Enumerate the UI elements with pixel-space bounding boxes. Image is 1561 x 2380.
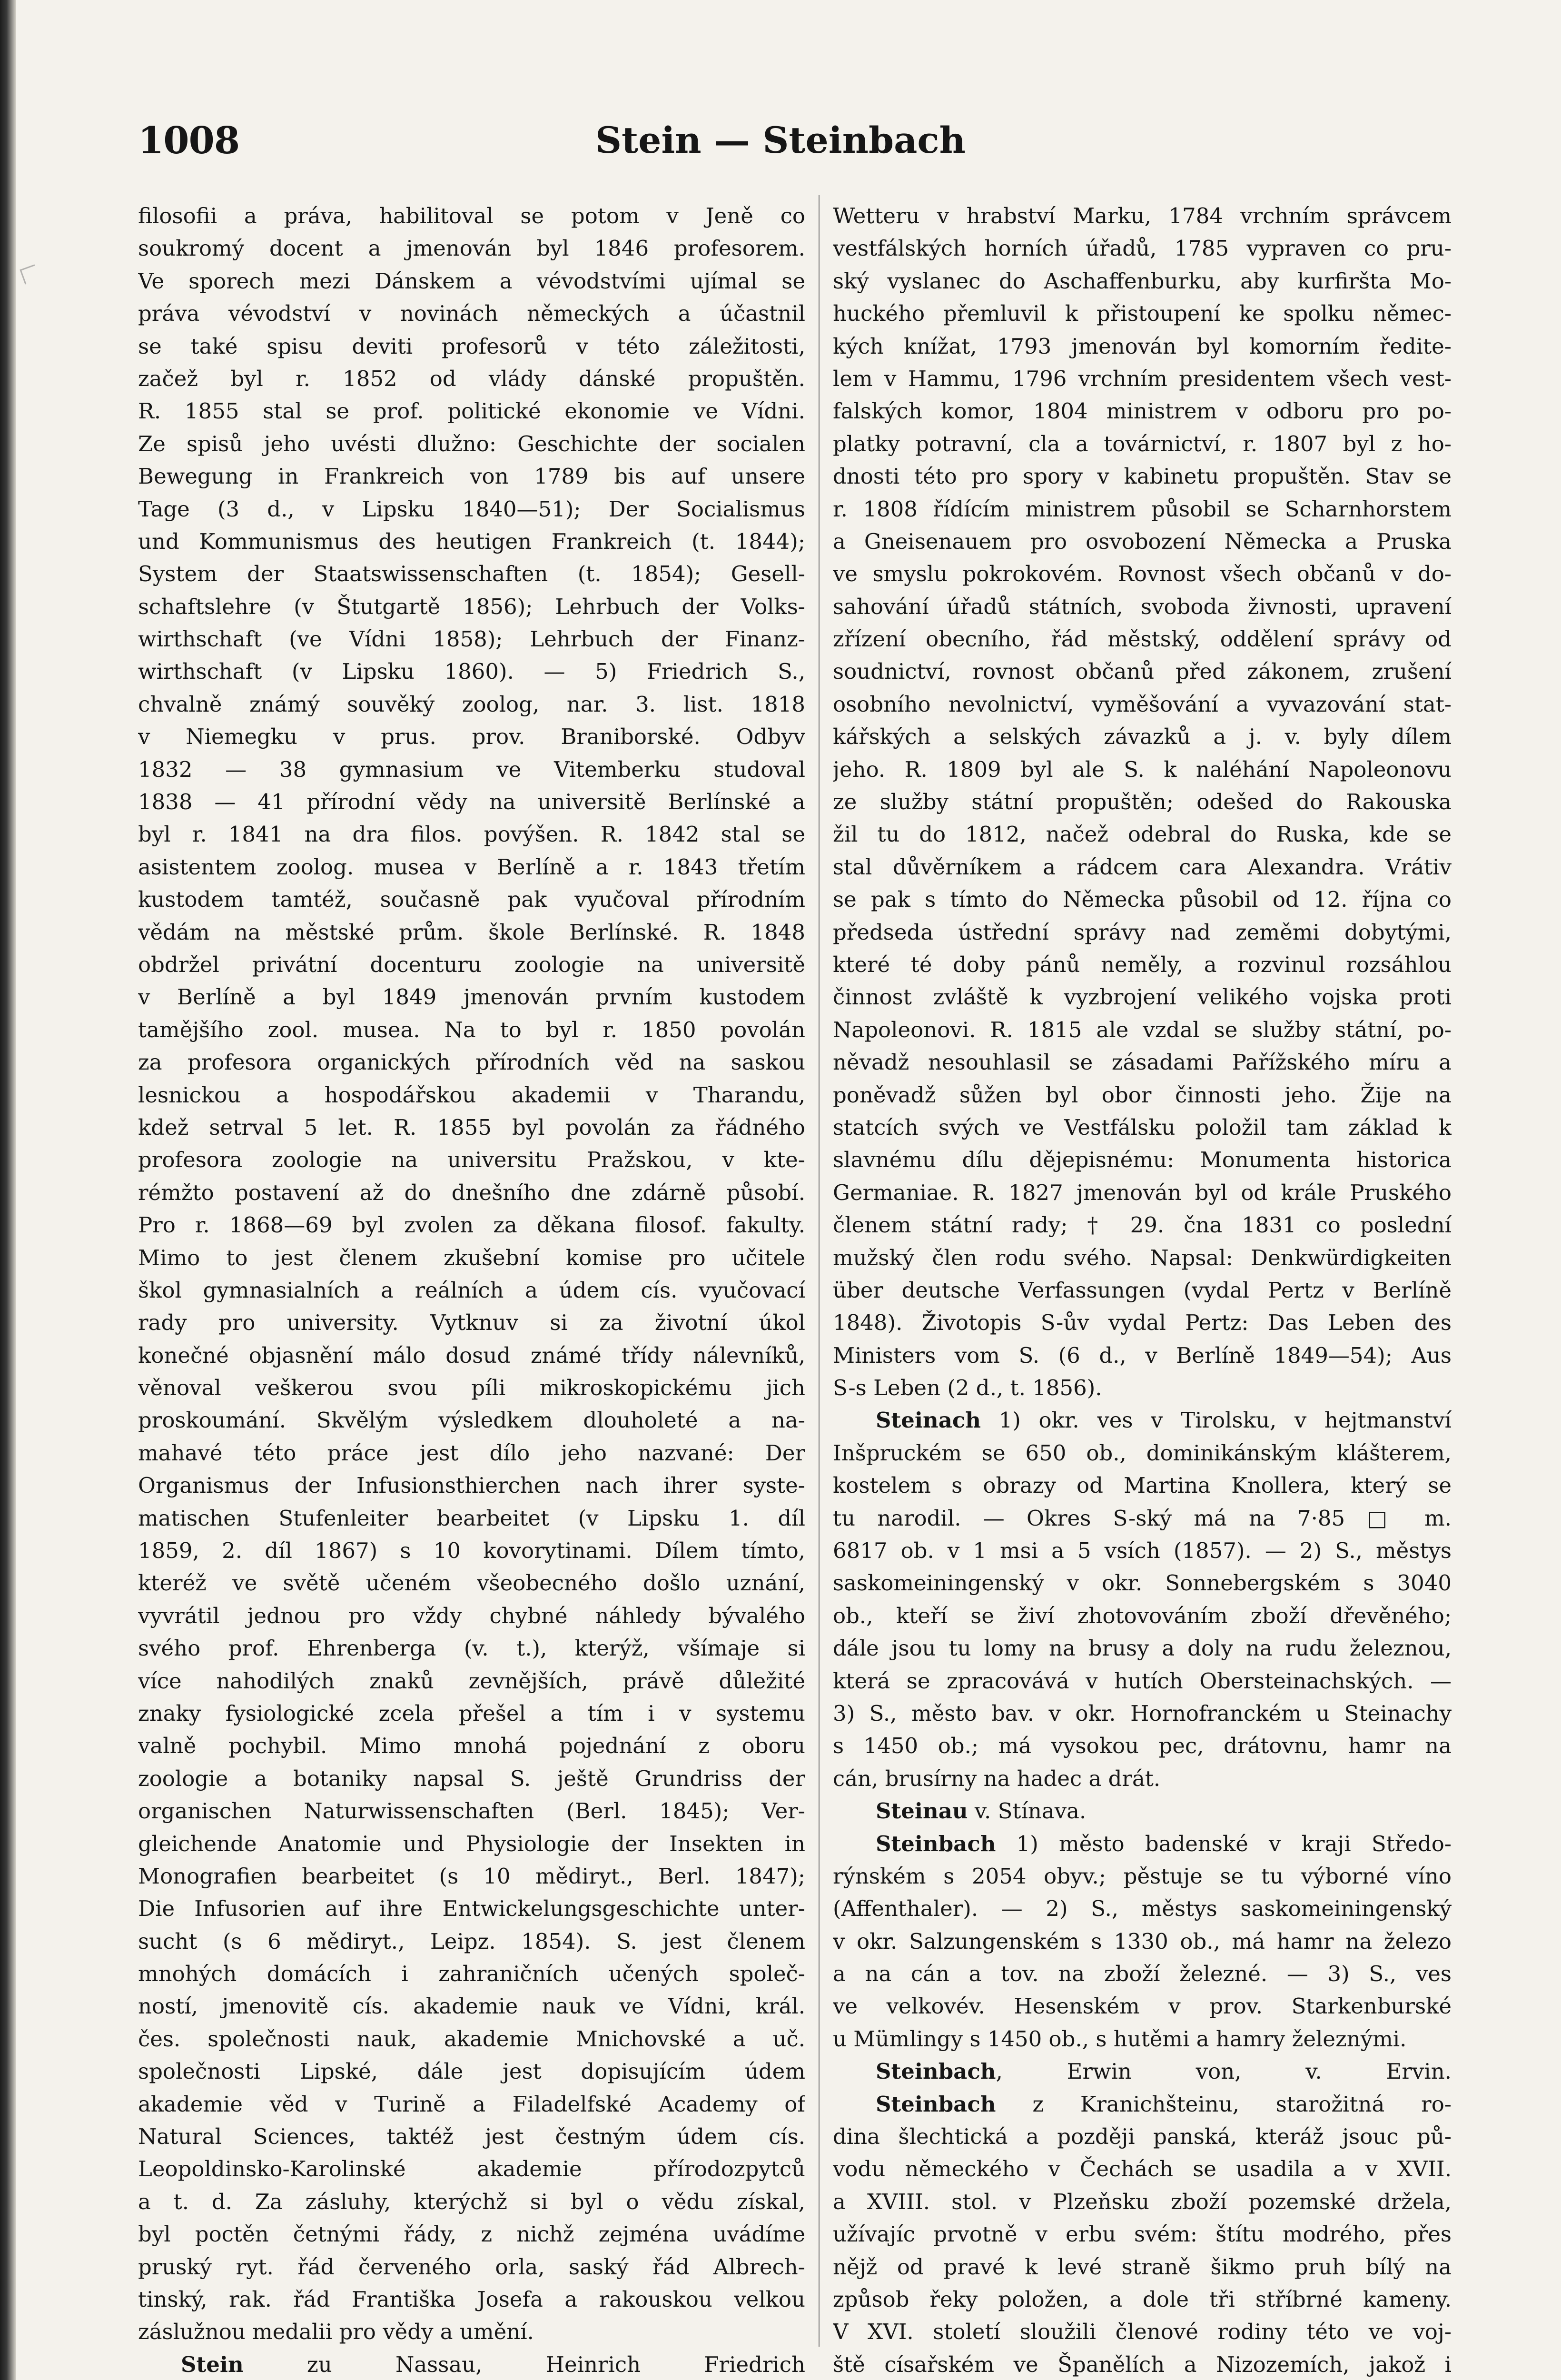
text-line: předseda ústřední správy nad zeměmi dobytými, — [833, 919, 1452, 945]
text-line: dále jsou tu lomy na brusy a doly na rudu železnou, — [833, 1636, 1452, 1661]
scan-mark — [20, 264, 40, 284]
text-line: práva vévodství v novinách německých a účastnil — [138, 301, 805, 327]
text-line: dnosti této pro spory v kabinetu propuštěn. Stav se — [833, 464, 1452, 489]
text-line: 3) S., město bav. v okr. Hornofranckém u Steinachy — [833, 1700, 1452, 1726]
text-line: Steinbach z Kranichšteinu, starožitná ro- — [876, 2091, 1452, 2117]
text-line: Germaniae. R. 1827 jmenován byl od krále Pruského — [833, 1180, 1452, 1205]
text-line: proskoumání. Skvělým výsledkem dlouholeté a na- — [138, 1408, 805, 1433]
text-line: sucht (s 6 mědiryt., Leipz. 1854). S. jest členem — [138, 1928, 805, 1954]
text-line: mužský člen rodu svého. Napsal: Denkwürdigkeiten — [833, 1245, 1452, 1270]
text-line: Leopoldinsko-Karolinské akademie přírodozpytců — [138, 2156, 805, 2182]
text-line: ve velkovév. Hesenském v prov. Starkenburské — [833, 1993, 1452, 2019]
text-line: Steinbach 1) město badenské v kraji Středo- — [876, 1831, 1452, 1856]
text-line: Organismus der Infusionsthierchen nach ihrer syste- — [138, 1473, 805, 1498]
text-line: tamějšího zool. musea. Na to byl r. 1850 povolán — [138, 1017, 805, 1042]
text-line: kářských a selských závazků a j. v. byly dílem — [833, 724, 1452, 750]
text-line: akademie věd v Turině a Filadelfské Academy of — [138, 2091, 805, 2117]
text-line: sahování úřadů státních, svoboda živnosti, upravení — [833, 594, 1452, 619]
text-line: kteréž ve světě učeném všeobecného došlo uznání, — [138, 1570, 805, 1596]
text-line: Mimo to jest členem zkušební komise pro učitele — [138, 1245, 805, 1270]
text-line: valně pochybil. Mimo mnohá pojednání z oboru — [138, 1733, 805, 1759]
text-line: chvalně známý souvěký zoolog, nar. 3. list. 1818 — [138, 691, 805, 717]
text-line: za profesora organických přírodních věd na saskou — [138, 1050, 805, 1075]
text-line: více nahodilých znaků zevnějších, právě důležité — [138, 1668, 805, 1694]
text-line: Inšpruckém se 650 ob., dominikánským klášterem, — [833, 1440, 1452, 1466]
text-line: zřízení obecního, řád městský, oddělení správy od — [833, 626, 1452, 652]
text-line: Bewegung in Frankreich von 1789 bis auf unsere — [138, 464, 805, 489]
text-line: ský vyslanec do Aschaffenburku, aby kurfiršta Mo- — [833, 268, 1452, 294]
text-line: vestfálských horních úřadů, 1785 vypraven co pru- — [833, 236, 1452, 261]
text-line: užívajíc prvotně v erbu svém: štítu modrého, přes — [833, 2221, 1452, 2247]
text-line: vodu německého v Čechách se usadila a v XVII. — [833, 2156, 1452, 2182]
text-line: Ze spisů jeho uvésti dlužno: Geschichte der socialen — [138, 431, 805, 456]
text-line: poněvadž sůžen byl obor činnosti jeho. Žije na — [833, 1082, 1452, 1108]
text-line: soukromý docent a jmenován byl 1846 profesorem. — [138, 236, 805, 261]
text-line: vědám na městské prům. škole Berlínské. R. 1848 — [138, 919, 805, 945]
text-line: Steinbach, Erwin von, v. Ervin. — [876, 2059, 1452, 2084]
text-line: saskomeiningenský v okr. Sonnebergském s 3040 — [833, 1570, 1452, 1596]
text-line: v Berlíně a byl 1849 jmenován prvním kustodem — [138, 984, 805, 1010]
entry-headword: Stein — [181, 2351, 244, 2377]
text-line: Wetteru v hrabství Marku, 1784 vrchním správcem — [833, 203, 1452, 228]
text-line: a Gneisenauem pro osvobození Německa a Pruska — [833, 528, 1452, 554]
text-line: gleichende Anatomie und Physiologie der Insekten in — [138, 1831, 805, 1856]
text-line: dina šlechtická a později panská, kteráž jsouc pů- — [833, 2124, 1452, 2150]
text-line: se pak s tímto do Německa působil od 12. října co — [833, 887, 1452, 912]
page-number: 1008 — [138, 119, 240, 162]
text-line: S-s Leben (2 d., t. 1856). — [833, 1375, 1102, 1401]
text-line: und Kommunismus des heutigen Frankreich (t. 1844); — [138, 528, 805, 554]
text-line: které té doby pánů neměly, a rozvinul rozsáhlou — [833, 952, 1452, 977]
text-line: členem státní rady; † 29. čna 1831 co poslední — [833, 1212, 1452, 1238]
text-line: ve smyslu pokrokovém. Rovnost všech občanů v do- — [833, 561, 1452, 587]
binding-edge — [0, 0, 16, 2380]
text-line: soudnictví, rovnost občanů před zákonem, zrušení — [833, 659, 1452, 684]
text-line: tu narodil. — Okres S-ský má na 7·85 □ m. — [833, 1505, 1452, 1531]
text-line: záslužnou medalii pro vědy a umění. — [138, 2319, 534, 2345]
entry-headword: Steinach — [876, 1408, 981, 1433]
text-line: a na cán a tov. na zboží železné. — 3) S., ves — [833, 1961, 1452, 1987]
page-header — [138, 119, 1423, 176]
text-line: Tage (3 d., v Lipsku 1840—51); Der Socialismus — [138, 496, 805, 522]
text-line: osobního nevolnictví, vyměšování a vyvazování stat- — [833, 691, 1452, 717]
text-line: rémžto postavení až do dnešního dne zdárně působí. — [138, 1180, 805, 1205]
text-line: huckého přemluvil k přistoupení ke spolku němec- — [833, 301, 1452, 327]
text-line: s 1450 ob.; má vysokou pec, drátovnu, hamr na — [833, 1733, 1452, 1759]
text-line: kostelem s obrazy od Martina Knollera, který se — [833, 1473, 1452, 1498]
text-line: konečné objasnění málo dosud známé třídy nálevníků, — [138, 1342, 805, 1368]
text-line: která se zpracovává v hutích Obersteinachských. — — [833, 1668, 1452, 1694]
text-line: tinský, rak. řád Františka Josefa a rakouskou velkou — [138, 2287, 805, 2312]
entry-headword: Steinbach — [876, 2091, 996, 2117]
text-line: lesnickou a hospodářskou akademii v Tharandu, — [138, 1082, 805, 1108]
text-line: 6817 ob. v 1 msi a 5 vsích (1857). — 2) S., městys — [833, 1538, 1452, 1564]
text-line: statcích svých ve Vestfálsku položil tam základ k — [833, 1114, 1452, 1140]
text-line: wirthschaft (ve Vídni 1858); Lehrbuch der Finanz- — [138, 626, 805, 652]
text-line: profesora zoologie na universitu Pražskou, v kte- — [138, 1147, 805, 1173]
text-line: ště císařském ve Španělích a Nizozemích, jakož i — [833, 2351, 1452, 2377]
text-line: über deutsche Verfassungen (vydal Pertz v Berlíně — [833, 1277, 1452, 1303]
right-column — [833, 200, 1452, 2380]
text-line: mnohých domácích i zahraničních učených společ- — [138, 1961, 805, 1987]
text-line: žil tu do 1812, načež odebral do Ruska, kde se — [833, 822, 1452, 847]
text-line: mahavé této práce jest dílo jeho nazvané: Der — [138, 1440, 805, 1466]
column-divider — [819, 195, 820, 2347]
text-line: škol gymnasialních a reálních a údem cís. vyučovací — [138, 1277, 805, 1303]
text-line: falských komor, 1804 ministrem v odboru pro po- — [833, 398, 1452, 424]
entry-headword: Steinau — [876, 1798, 968, 1824]
text-line: Die Infusorien auf ihre Entwickelungsgeschichte unter- — [138, 1896, 805, 1922]
text-line: jeho. R. 1809 byl ale S. k naléhání Napoleonovu — [833, 756, 1452, 782]
text-line: činnost zvláště k vyzbrojení velikého vojska proti — [833, 984, 1452, 1010]
text-line: svého prof. Ehrenberga (v. t.), kterýž, všímaje si — [138, 1636, 805, 1661]
text-line: ností, jmenovitě cís. akademie nauk ve Vídni, král. — [138, 1993, 805, 2019]
text-line: věnoval veškerou svou píli mikroskopickému jich — [138, 1375, 805, 1401]
text-line: byl poctěn četnými řády, z nichž zejména uvádíme — [138, 2221, 805, 2247]
text-line: ze služby státní propuštěn; odešed do Rakouska — [833, 789, 1452, 815]
text-line: R. 1855 stal se prof. politické ekonomie ve Vídni. — [138, 398, 805, 424]
text-line: 1848). Životopis S-ův vydal Pertz: Das Leben des — [833, 1310, 1452, 1336]
text-line: platky potravní, cla a továrnictví, r. 1807 byl z ho- — [833, 431, 1452, 456]
text-line: obdržel privátní docenturu zoologie na universitě — [138, 952, 805, 977]
text-line: a XVIII. stol. v Plzeňsku zboží pozemské držela, — [833, 2189, 1452, 2214]
text-line: System der Staatswissenschaften (t. 1854); Gesell- — [138, 561, 805, 587]
text-line: vyvrátil jednou pro vždy chybné náhledy bývalého — [138, 1603, 805, 1628]
text-line: organischen Naturwissenschaften (Berl. 1845); Ver- — [138, 1798, 805, 1824]
text-line: v okr. Salzungenském s 1330 ob., má hamr na železo — [833, 1928, 1452, 1954]
text-line: u Mümlingy s 1450 ob., s hutěmi a hamry železnými. — [833, 2026, 1407, 2052]
text-line: (Affenthaler). — 2) S., městys saskomeiningenský — [833, 1896, 1452, 1922]
entry-headword: Steinbach — [876, 1831, 996, 1856]
text-line: Monografien bearbeitet (s 10 mědiryt., Berl. 1847); — [138, 1863, 805, 1889]
text-line: 1832 — 38 gymnasium ve Vitemberku studoval — [138, 756, 805, 782]
text-line: stal důvěrníkem a rádcem cara Alexandra. Vrátiv — [833, 854, 1452, 880]
text-line: asistentem zoolog. musea v Berlíně a r. 1843 třetím — [138, 854, 805, 880]
text-line: ob., kteří se živí zhotovováním zboží dřevěného; — [833, 1603, 1452, 1628]
text-line: schaftslehre (v Štutgartě 1856); Lehrbuch der Volks- — [138, 594, 805, 619]
text-line: V XVI. století sloužili členové rodiny této ve voj- — [833, 2319, 1452, 2345]
text-line: slavnému dílu dějepisnému: Monumenta historica — [833, 1147, 1452, 1173]
text-line: 1838 — 41 přírodní vědy na universitě Berlínské a — [138, 789, 805, 815]
text-line: začež byl r. 1852 od vlády dánské propuštěn. — [138, 366, 805, 391]
text-line: Ministers vom S. (6 d., v Berlíně 1849—54); Aus — [833, 1342, 1452, 1368]
text-line: kdež setrval 5 let. R. 1855 byl povolán za řádného — [138, 1114, 805, 1140]
text-line: rady pro university. Vytknuv si za životní úkol — [138, 1310, 805, 1336]
text-line: r. 1808 řídícím ministrem působil se Scharnhorstem — [833, 496, 1452, 522]
text-line: cán, brusírny na hadec a drát. — [833, 1765, 1161, 1791]
text-line: lem v Hammu, 1796 vrchním presidentem všech vest- — [833, 366, 1452, 391]
text-line: společnosti Lipské, dále jest dopisujícím údem — [138, 2059, 805, 2084]
text-line: Stein zu Nassau, Heinrich Friedrich — [181, 2351, 805, 2377]
text-line: se také spisu deviti profesorů v této záležitosti, — [138, 333, 805, 359]
text-line: byl r. 1841 na dra filos. povýšen. R. 1842 stal se — [138, 822, 805, 847]
text-line: pruský ryt. řád červeného orla, saský řád Albrech- — [138, 2254, 805, 2280]
text-line: něvadž nesouhlasil se zásadami Pařížského míru a — [833, 1050, 1452, 1075]
text-line: zoologie a botaniky napsal S. ještě Grundriss der — [138, 1765, 805, 1791]
text-line: v Niemegku v prus. prov. Braniborské. Odbyv — [138, 724, 805, 750]
text-line: kustodem tamtéž, současně pak vyučoval přírodním — [138, 887, 805, 912]
text-line: matischen Stufenleiter bearbeitet (v Lipsku 1. díl — [138, 1505, 805, 1531]
text-line: kých knížat, 1793 jmenován byl komorním ředite- — [833, 333, 1452, 359]
text-line: Pro r. 1868—69 byl zvolen za děkana filosof. fakulty. — [138, 1212, 805, 1238]
text-line: čes. společnosti nauk, akademie Mnichovské a uč. — [138, 2026, 805, 2052]
running-head: Stein — Steinbach — [595, 119, 966, 161]
text-line: nějž od pravé k levé straně šikmo pruh bílý na — [833, 2254, 1452, 2280]
text-line: způsob řeky položen, a dole tři stříbrné kameny. — [833, 2287, 1452, 2312]
text-line: Steinau v. Stínava. — [876, 1798, 1087, 1824]
text-line: wirthschaft (v Lipsku 1860). — 5) Friedrich S., — [138, 659, 805, 684]
text-line: znaky fysiologické zcela přešel a tím i v systemu — [138, 1700, 805, 1726]
text-line: filosofii a práva, habilitoval se potom v Jeně co — [138, 203, 805, 228]
left-column — [138, 200, 805, 2380]
text-line: Napoleonovi. R. 1815 ale vzdal se služby státní, po- — [833, 1017, 1452, 1042]
text-line: a t. d. Za zásluhy, kterýchž si byl o vědu získal, — [138, 2189, 805, 2214]
text-line: 1859, 2. díl 1867) s 10 kovorytinami. Dílem tímto, — [138, 1538, 805, 1564]
text-line: Ve sporech mezi Dánskem a vévodstvími ujímal se — [138, 268, 805, 294]
text-line: rýnském s 2054 obyv.; pěstuje se tu výborné víno — [833, 1863, 1452, 1889]
text-line: Steinach 1) okr. ves v Tirolsku, v hejtmanství — [876, 1408, 1452, 1433]
text-line: Natural Sciences, taktéž jest čestným údem cís. — [138, 2124, 805, 2150]
entry-headword: Steinbach — [876, 2059, 996, 2084]
